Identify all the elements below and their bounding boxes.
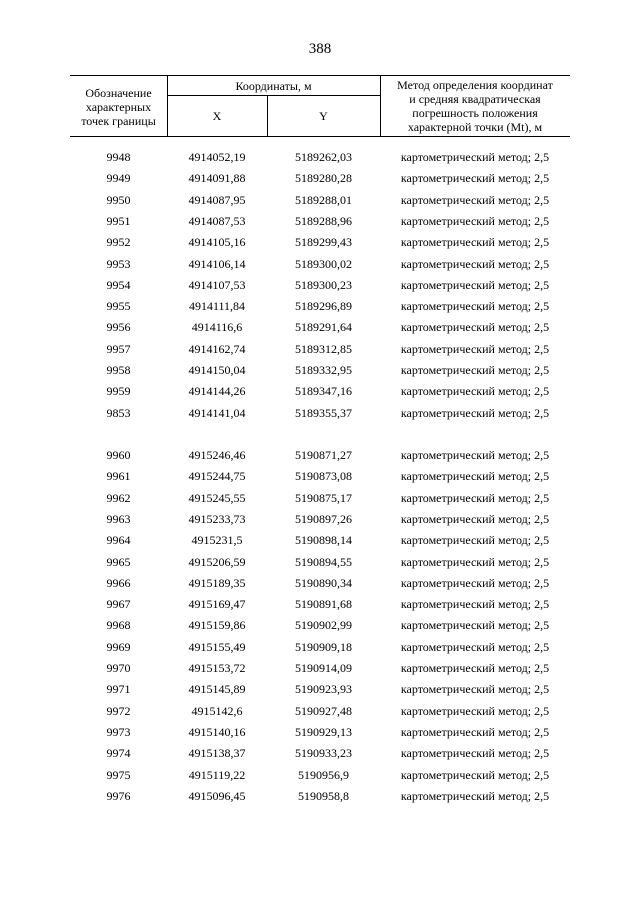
y-coordinate: 5190873,08: [295, 469, 352, 484]
method-value: картометрический метод; 2,5: [400, 171, 550, 186]
y-coordinate: 5189296,89: [295, 299, 352, 314]
method-value: картометрический метод; 2,5: [400, 277, 550, 292]
x-coordinate: 4915142,6: [191, 703, 243, 718]
table-row: [0, 552, 640, 573]
point-number: 9954: [106, 277, 131, 292]
point-number: 9952: [106, 235, 131, 250]
y-coordinate: 5190898,14: [295, 533, 352, 548]
method-value: картометрический метод; 2,5: [400, 299, 550, 314]
point-number: 9965: [106, 554, 131, 569]
y-coordinate: 5189291,64: [295, 320, 352, 335]
method-value: картометрический метод; 2,5: [400, 490, 550, 505]
method-value: картометрический метод; 2,5: [400, 767, 550, 782]
point-number: 9972: [106, 703, 131, 718]
point-number: 9973: [106, 724, 131, 739]
x-coordinate: 4915233,73: [188, 511, 246, 526]
method-value: картометрический метод; 2,5: [400, 533, 550, 548]
y-coordinate: 5190914,09: [295, 661, 352, 675]
y-coordinate: 5190871,27: [295, 448, 352, 462]
table-row: [0, 296, 640, 317]
point-number: 9968: [106, 618, 131, 633]
y-coordinate: 5189347,16: [295, 384, 352, 399]
method-value: картометрический метод; 2,5: [400, 788, 550, 803]
x-coordinate: 4915119,22: [188, 767, 246, 782]
table-row: [0, 488, 640, 509]
table-row: [0, 275, 640, 296]
table-row: [0, 360, 640, 381]
method-value: картометрический метод; 2,5: [400, 256, 550, 271]
x-coordinate: 4914162,74: [188, 341, 246, 356]
page-number: 388: [308, 41, 332, 57]
y-coordinate: 5189300,02: [295, 256, 352, 271]
x-coordinate: 4915140,16: [188, 724, 246, 739]
x-coordinate: 4914087,53: [188, 213, 246, 228]
method-value: картометрический метод; 2,5: [400, 724, 550, 739]
table-row: [0, 317, 640, 338]
table-row: [0, 765, 640, 786]
table-row: [0, 190, 640, 211]
y-coordinate: 5190929,13: [295, 724, 352, 739]
table-row: [0, 679, 640, 700]
header-method-line-4: характерной точки (Mt), м: [407, 120, 543, 134]
table-row: [0, 466, 640, 487]
point-number: 9951: [106, 213, 131, 228]
y-coordinate: 5190897,26: [295, 511, 352, 526]
table-row: [0, 658, 640, 679]
point-number: 9964: [106, 533, 131, 548]
y-coordinate: 5190958,8: [298, 788, 349, 803]
y-coordinate: 5189312,85: [295, 341, 352, 356]
table-row: [0, 403, 640, 424]
method-value: картометрический метод; 2,5: [400, 469, 550, 484]
point-number: 9975: [106, 767, 131, 782]
y-coordinate: 5189355,37: [295, 405, 352, 420]
y-coordinate: 5190902,99: [295, 618, 352, 633]
point-number: 9969: [106, 639, 131, 654]
x-coordinate: 4915206,59: [188, 554, 246, 569]
x-coordinate: 4914105,16: [188, 235, 246, 250]
header-method-line-1: Метод определения координат: [397, 78, 553, 92]
method-value: картометрический метод; 2,5: [400, 618, 550, 633]
method-value: картометрический метод; 2,5: [400, 597, 550, 612]
header-x: X: [212, 109, 222, 123]
y-coordinate: 5189288,01: [295, 192, 352, 207]
header-coordinates: Координаты, м: [235, 79, 312, 93]
x-coordinate: 4915246,46: [188, 448, 246, 462]
method-value: картометрический метод; 2,5: [400, 363, 550, 377]
x-coordinate: 4914107,53: [188, 277, 246, 292]
y-coordinate: 5190894,55: [295, 554, 352, 569]
table-row: [0, 445, 640, 466]
point-number: 9967: [106, 597, 131, 612]
x-coordinate: 4915138,37: [188, 746, 246, 761]
x-coordinate: 4914141,04: [188, 405, 246, 420]
header-method-line-3: погрешность положения: [412, 106, 538, 120]
y-coordinate: 5190891,68: [295, 597, 352, 612]
x-coordinate: 4915096,45: [188, 788, 246, 803]
table-row: [0, 573, 640, 594]
x-coordinate: 4915159,86: [188, 618, 246, 633]
x-coordinate: 4915153,72: [188, 661, 246, 675]
table-row: [0, 147, 640, 168]
table-row: [0, 168, 640, 189]
header-point-line-3: точек границы: [81, 114, 156, 128]
table-row: [0, 594, 640, 615]
point-number: 9955: [106, 299, 131, 314]
x-coordinate: 4914116,6: [191, 320, 243, 335]
x-coordinate: 4914144,26: [188, 384, 246, 399]
x-coordinate: 4914106,14: [188, 256, 246, 271]
point-number: 9974: [106, 746, 131, 761]
y-coordinate: 5190909,18: [295, 639, 352, 654]
point-number: 9961: [106, 469, 131, 484]
point-number: 9853: [106, 405, 131, 420]
header-coords-rule: [167, 95, 380, 96]
y-coordinate: 5190890,34: [295, 575, 352, 590]
method-value: картометрический метод; 2,5: [400, 235, 550, 250]
y-coordinate: 5190927,48: [295, 703, 352, 718]
point-number: 9957: [106, 341, 131, 356]
header-top-rule: [70, 75, 570, 76]
point-number: 9948: [106, 150, 131, 164]
header-point-line-2: характерных: [85, 100, 152, 114]
y-coordinate: 5189288,96: [295, 213, 352, 228]
point-number: 9949: [106, 171, 131, 186]
point-number: 9971: [106, 682, 131, 697]
x-coordinate: 4915245,55: [188, 490, 246, 505]
table-row: [0, 722, 640, 743]
y-coordinate: 5190875,17: [295, 490, 352, 505]
method-value: картометрический метод; 2,5: [400, 746, 550, 761]
method-value: картометрический метод; 2,5: [400, 639, 550, 654]
point-number: 9963: [106, 511, 131, 526]
point-number: 9960: [106, 448, 131, 462]
x-coordinate: 4915244,75: [188, 469, 246, 484]
header-method-line-2: и средняя квадратическая: [409, 92, 541, 106]
y-coordinate: 5189262,03: [295, 150, 352, 164]
x-coordinate: 4914111,84: [188, 299, 246, 314]
table-row: [0, 339, 640, 360]
method-value: картометрический метод; 2,5: [400, 405, 550, 420]
y-coordinate: 5190933,23: [295, 746, 352, 761]
header-method: [380, 78, 570, 134]
point-number: 9959: [106, 384, 131, 399]
method-value: картометрический метод; 2,5: [400, 320, 550, 335]
point-number: 9953: [106, 256, 131, 271]
table-row: [0, 786, 640, 807]
table-row: [0, 701, 640, 722]
table-row: [0, 211, 640, 232]
x-coordinate: 4915145,89: [188, 682, 246, 697]
method-value: картометрический метод; 2,5: [400, 554, 550, 569]
table-row: [0, 615, 640, 636]
y-coordinate: 5190956,9: [298, 767, 349, 782]
table-row: [0, 743, 640, 764]
table-row: [0, 637, 640, 658]
x-coordinate: 4915231,5: [191, 533, 243, 548]
header-point-designation: [70, 86, 167, 128]
header-y: Y: [319, 109, 328, 123]
y-coordinate: 5189280,28: [295, 171, 352, 186]
x-coordinate: 4915169,47: [188, 597, 246, 612]
point-number: 9970: [106, 661, 131, 675]
method-value: картометрический метод; 2,5: [400, 448, 550, 462]
header-point-line-1: Обозначение: [85, 86, 152, 100]
method-value: картометрический метод; 2,5: [400, 192, 550, 207]
method-value: картометрический метод; 2,5: [400, 575, 550, 590]
y-coordinate: 5189299,43: [295, 235, 352, 250]
table-row: [0, 530, 640, 551]
x-coordinate: 4914091,88: [188, 171, 246, 186]
table-row: [0, 232, 640, 253]
method-value: картометрический метод; 2,5: [400, 682, 550, 697]
x-coordinate: 4915189,35: [188, 575, 246, 590]
point-number: 9956: [106, 320, 131, 335]
method-value: картометрический метод; 2,5: [400, 384, 550, 399]
method-value: картометрический метод; 2,5: [400, 661, 550, 675]
point-number: 9966: [106, 575, 131, 590]
y-coordinate: 5189300,23: [295, 277, 352, 292]
x-coordinate: 4914150,04: [188, 363, 246, 377]
point-number: 9958: [106, 363, 131, 377]
table-row: [0, 509, 640, 530]
x-coordinate: 4915155,49: [188, 639, 246, 654]
method-value: картометрический метод; 2,5: [400, 703, 550, 718]
point-number: 9976: [106, 788, 131, 803]
method-value: картометрический метод; 2,5: [400, 511, 550, 526]
y-coordinate: 5190923,93: [295, 682, 352, 697]
point-number: 9950: [106, 192, 131, 207]
point-number: 9962: [106, 490, 131, 505]
method-value: картометрический метод; 2,5: [400, 150, 550, 164]
method-value: картометрический метод; 2,5: [400, 341, 550, 356]
table-row: [0, 254, 640, 275]
table-row: [0, 381, 640, 402]
x-coordinate: 4914087,95: [188, 192, 246, 207]
x-coordinate: 4914052,19: [188, 150, 246, 164]
y-coordinate: 5189332,95: [295, 363, 352, 377]
method-value: картометрический метод; 2,5: [400, 213, 550, 228]
header-bottom-rule: [70, 136, 570, 137]
